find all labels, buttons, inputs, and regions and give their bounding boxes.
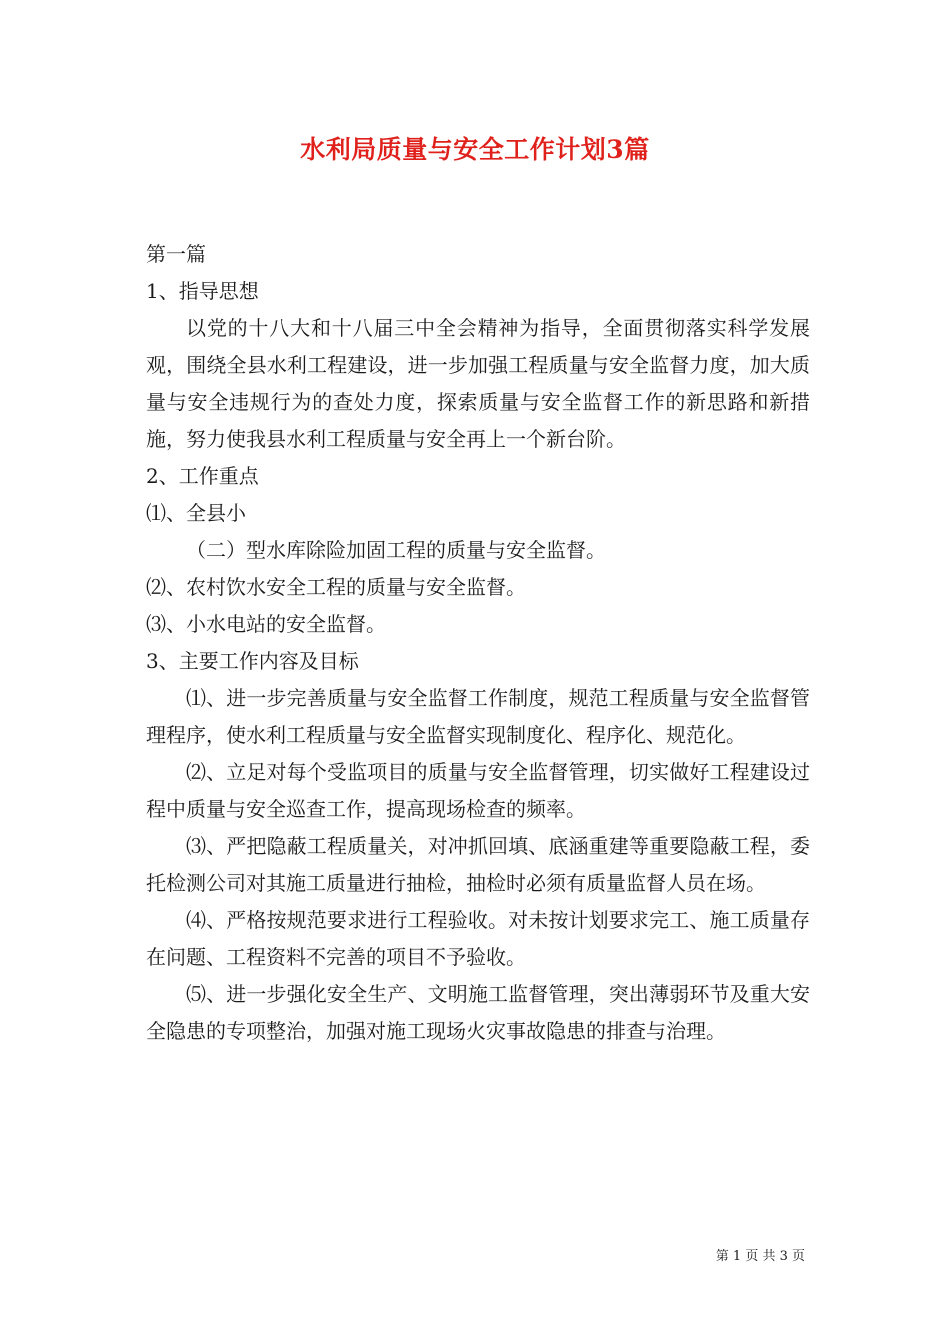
paragraph-heading-3: 3、主要工作内容及目标 bbox=[146, 649, 359, 673]
paragraph-heading-1: 1、指导思想 bbox=[146, 279, 259, 303]
list-item: ⑴、全县小 bbox=[146, 501, 246, 525]
document-title: 水利局质量与安全工作计划3篇 bbox=[300, 135, 650, 164]
page-number: 第 1 页 共 3 页 bbox=[715, 1249, 805, 1264]
list-item: （二）型水库除险加固工程的质量与安全监督。 bbox=[186, 538, 606, 562]
list-item: ⑸、进一步强化安全生产、文明施工监督管理，突出薄弱环节及重大安全隐患的专项整治，加强对施工现场火灾事故隐患的排查与治理。 bbox=[146, 982, 810, 1043]
list-item: ⑶、严把隐蔽工程质量关，对冲抓回填、底涵重建等重要隐蔽工程，委托检测公司对其施工质量进行抽检，抽检时必须有质量监督人员在场。 bbox=[146, 834, 810, 895]
list-item: ⑷、严格按规范要求进行工程验收。对未按计划要求完工、施工质量存在问题、工程资料不完善的项目不予验收。 bbox=[146, 908, 810, 969]
list-item: ⑶、小水电站的安全监督。 bbox=[146, 612, 386, 636]
list-item: ⑵、农村饮水安全工程的质量与安全监督。 bbox=[146, 575, 526, 599]
list-item: ⑵、立足对每个受监项目的质量与安全监督管理，切实做好工程建设过程中质量与安全巡查工作，提高现场检查的频率。 bbox=[146, 760, 810, 821]
paragraph: 以党的十八大和十八届三中全会精神为指导，全面贯彻落实科学发展观，围绕全县水利工程建设，进一步加强工程质量与安全监督力度，加大质量与安全违规行为的查处力度，探索质量与安全监督工作的新思路和新措施，努力使我县水利工程质量与安全再上一个新台阶。 bbox=[146, 316, 810, 451]
list-item: ⑴、进一步完善质量与安全监督工作制度，规范工程质量与安全监督管理程序，使水利工程质量与安全监督实现制度化、程序化、规范化。 bbox=[146, 686, 810, 747]
paragraph-heading-2: 2、工作重点 bbox=[146, 464, 259, 488]
section-heading: 第一篇 bbox=[146, 242, 206, 266]
document-body bbox=[146, 236, 810, 1050]
